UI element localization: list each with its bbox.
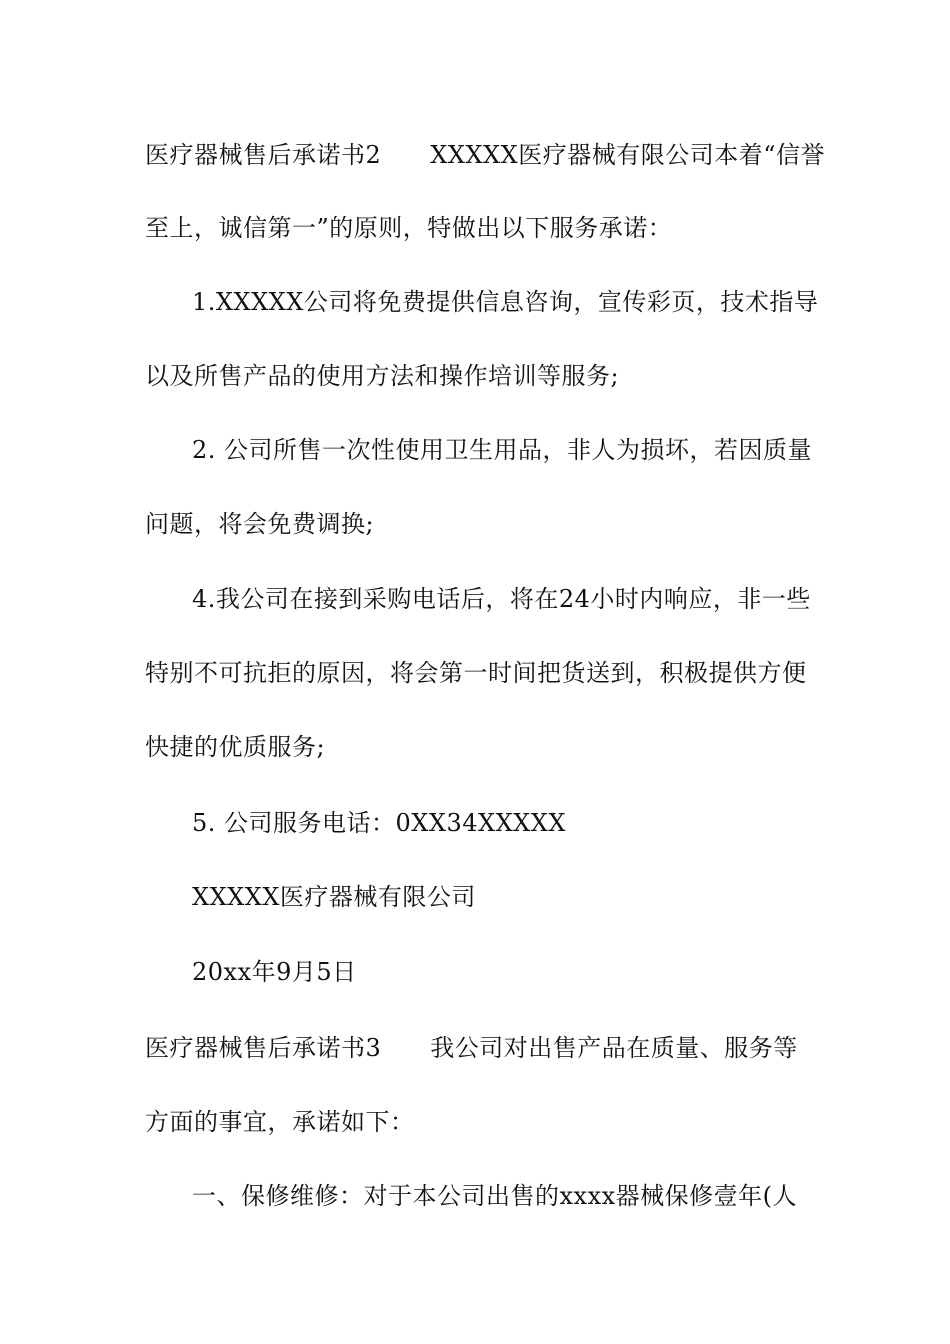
heading-commitment-3: 医疗器械售后承诺书3 我公司对出售产品在质量、服务等	[145, 1034, 798, 1062]
paragraph-text-line: 方面的事宜，承诺如下：	[145, 1108, 415, 1136]
paragraph-text-line: 至上，诚信第一”的原则，特做出以下服务承诺：	[145, 214, 673, 242]
paragraph-text-line: 快捷的优质服务;	[145, 733, 326, 761]
warranty-clause: 一、保修维修：对于本公司出售的xxxx器械保修壹年(人	[192, 1182, 798, 1210]
list-item-4: 4.我公司在接到采购电话后，将在24小时内响应，非一些	[192, 585, 811, 613]
document-date: 20xx年9月5日	[192, 958, 357, 986]
list-item-1: 1.XXXXX公司将免费提供信息咨询，宣传彩页，技术指导	[192, 288, 819, 316]
paragraph-text-line: 特别不可抗拒的原因，将会第一时间把货送到，积极提供方便	[145, 659, 807, 687]
heading-commitment-2: 医疗器械售后承诺书2 XXXXX医疗器械有限公司本着“信誉	[145, 141, 825, 169]
list-item-2: 2. 公司所售一次性使用卫生用品，非人为损坏，若因质量	[192, 436, 813, 464]
company-signature: XXXXX医疗器械有限公司	[192, 883, 476, 911]
list-item-5-phone: 5. 公司服务电话：0XX34XXXXX	[192, 809, 566, 837]
paragraph-text-line: 以及所售产品的使用方法和操作培训等服务;	[145, 362, 620, 390]
paragraph-text-line: 问题，将会免费调换;	[145, 510, 375, 538]
